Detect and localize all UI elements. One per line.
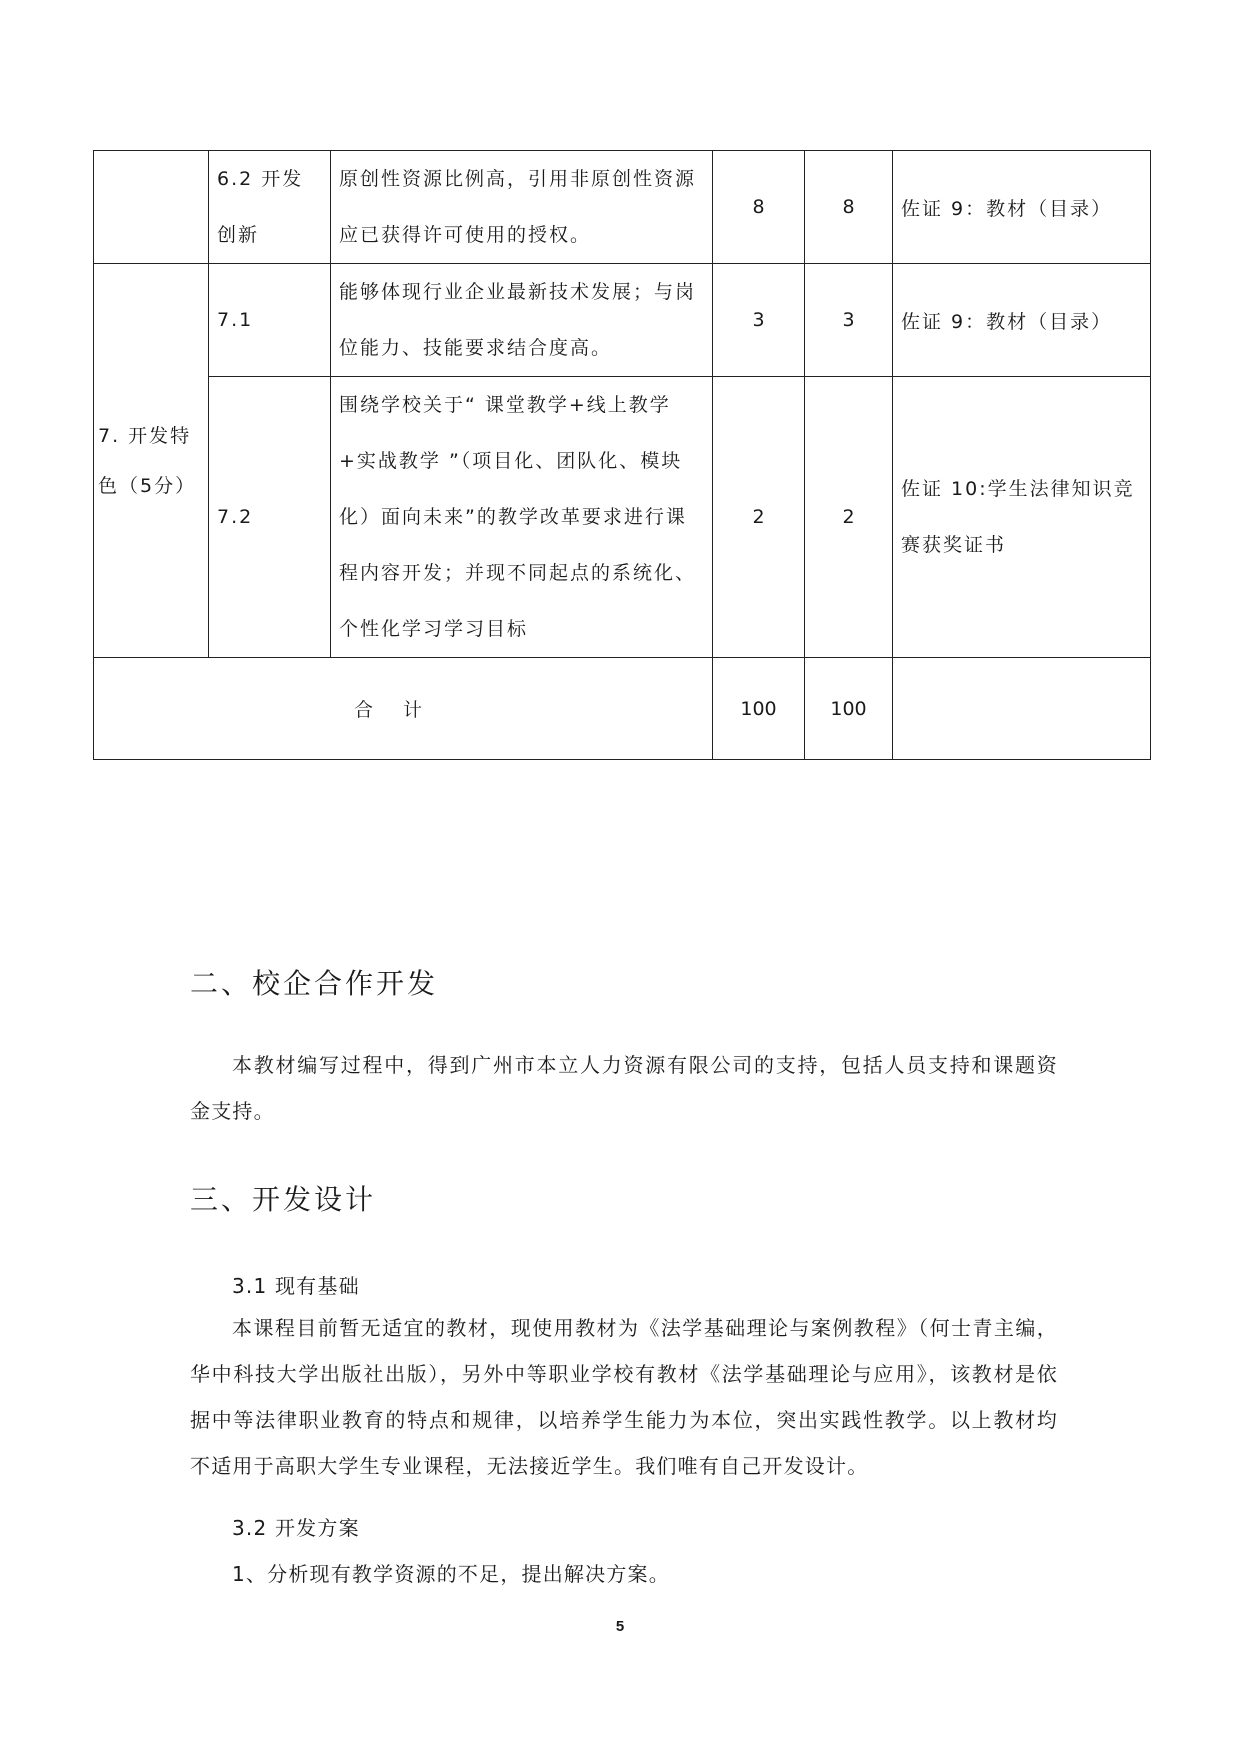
table-row — [94, 151, 1151, 264]
total-self-score: 100 — [805, 658, 893, 760]
table-cell-item — [94, 151, 209, 264]
table-cell-subitem: 7.1 — [209, 264, 331, 377]
table-cell-content: 原创性资源比例高，引用非原创性资源应已获得许可使用的授权。 — [331, 151, 713, 264]
section-heading: 二、校企合作开发 — [190, 967, 439, 1000]
table-cell-full-score: 2 — [713, 377, 805, 658]
page-number: 5 — [615, 1618, 625, 1635]
list-item: 1、分析现有教学资源的不足，提出解决方案。 — [232, 1562, 670, 1586]
table-cell-full-score: 3 — [713, 264, 805, 377]
table-row — [94, 264, 1151, 377]
total-full-score: 100 — [713, 658, 805, 760]
table-cell-evidence: 佐证 10:学生法律知识竞赛获奖证书 — [893, 377, 1151, 658]
total-label: 合计 — [94, 658, 713, 760]
table-cell-subitem: 7.2 — [209, 377, 331, 658]
table-cell-subitem: 6.2 开发创新 — [209, 151, 331, 264]
table-total-row — [94, 658, 1151, 760]
paragraph: 本课程目前暂无适宜的教材，现使用教材为《法学基础理论与案例教程》（何士青主编，华中科技大学出版社出版），另外中等职业学校有教材《法学基础理论与应用》，该教材是依据中等法律职业教育的特点和规律，以培养学生能力为本位，突出实践性教学。以上教材均不适用于高职大学生专业课程，无法接近学生。我们唯有自己开发设计。 — [190, 1316, 1058, 1478]
subsection-heading: 3.1 现有基础 — [232, 1274, 360, 1298]
table-cell-full-score: 8 — [713, 151, 805, 264]
table-cell-self-score: 2 — [805, 377, 893, 658]
paragraph: 本教材编写过程中，得到广州市本立人力资源有限公司的支持，包括人员支持和课题资金支持。 — [190, 1053, 1058, 1123]
table-cell-self-score: 3 — [805, 264, 893, 377]
table-cell-content: 围绕学校关于“ 课堂教学+线上教学+实战教学 ”（项目化、团队化、模块化）面向未来”的教学改革要求进行课程内容开发；并现不同起点的系统化、个性化学习学习目标 — [331, 377, 713, 658]
table-cell-evidence: 佐证 9：教材（目录） — [893, 151, 1151, 264]
table-cell-evidence: 佐证 9：教材（目录） — [893, 264, 1151, 377]
total-evidence — [893, 658, 1151, 760]
table-cell-item: 7. 开发特色（5分） — [94, 264, 209, 658]
evaluation-table — [93, 150, 1151, 760]
subsection-heading: 3.2 开发方案 — [232, 1516, 360, 1540]
section-heading: 三、开发设计 — [190, 1183, 377, 1216]
table-row — [94, 377, 1151, 658]
table-cell-content: 能够体现行业企业最新技术发展；与岗位能力、技能要求结合度高。 — [331, 264, 713, 377]
table-cell-self-score: 8 — [805, 151, 893, 264]
